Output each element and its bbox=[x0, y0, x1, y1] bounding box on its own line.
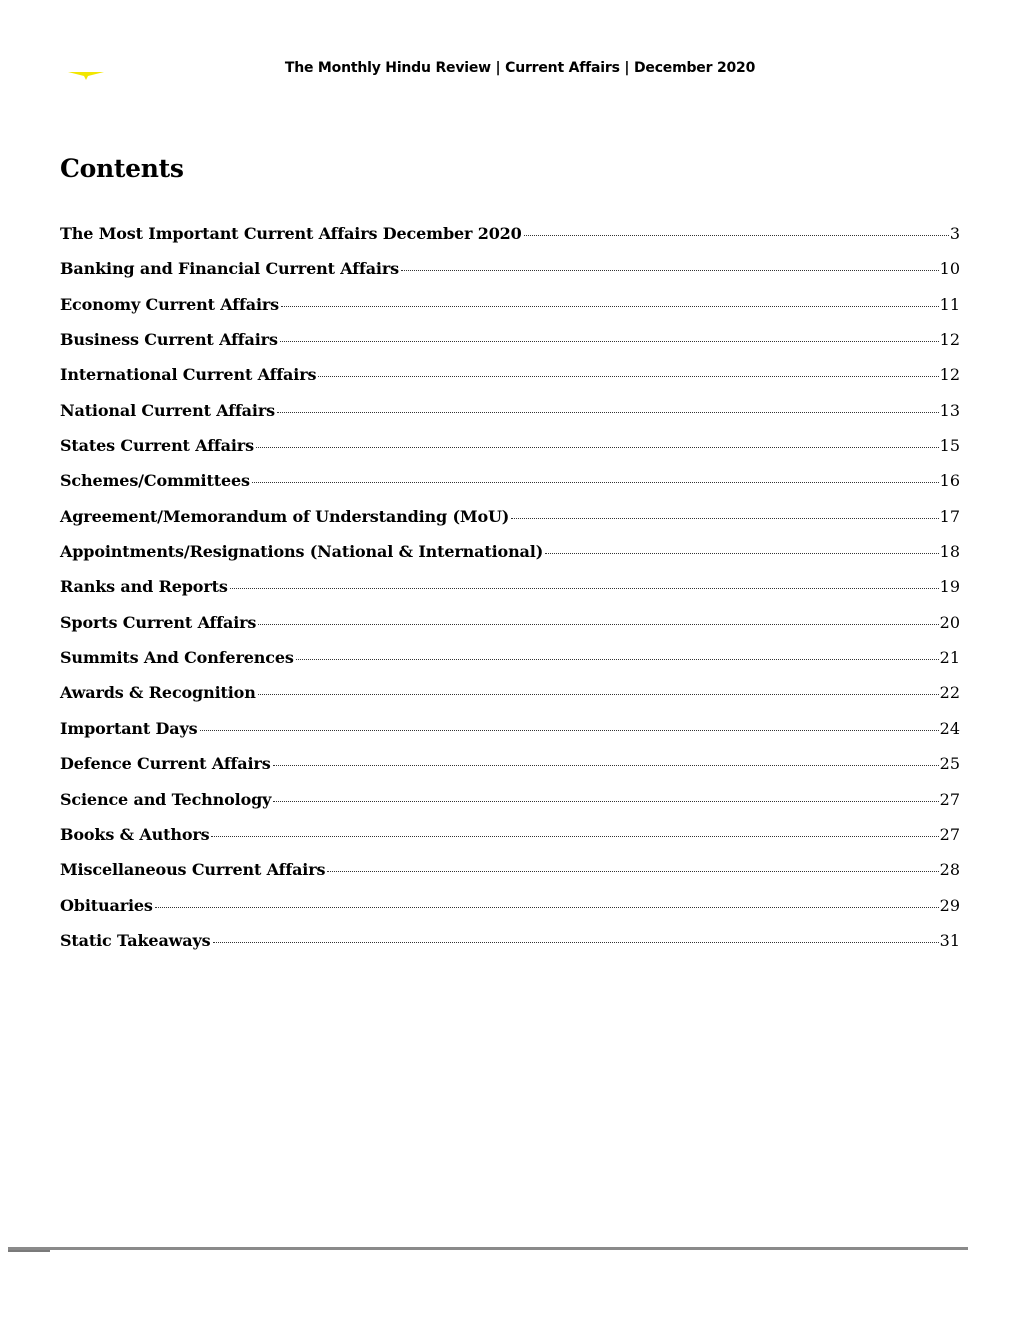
running-header: The Monthly Hindu Review | Current Affairs | December 2020 bbox=[284, 60, 756, 76]
toc-entry-page: 17 bbox=[939, 506, 960, 526]
toc-entry[interactable] bbox=[60, 365, 960, 400]
dot-leader bbox=[524, 235, 949, 236]
table-of-contents bbox=[60, 224, 960, 966]
toc-entry-page: 25 bbox=[939, 754, 960, 774]
toc-entry[interactable] bbox=[60, 401, 960, 436]
toc-entry-label: Summits And Conferences bbox=[60, 648, 294, 668]
toc-entry-page: 10 bbox=[939, 259, 960, 279]
toc-entry-label: Obituaries bbox=[60, 895, 153, 915]
toc-entry-label: Economy Current Affairs bbox=[60, 294, 280, 314]
toc-entry-page: 19 bbox=[939, 577, 960, 597]
toc-entry[interactable] bbox=[60, 825, 960, 860]
toc-entry-label: States Current Affairs bbox=[60, 436, 254, 456]
toc-entry-page: 16 bbox=[939, 471, 960, 491]
toc-entry-label: Business Current Affairs bbox=[60, 330, 278, 350]
toc-entry[interactable] bbox=[60, 790, 960, 825]
toc-entry[interactable] bbox=[60, 436, 960, 471]
toc-entry[interactable] bbox=[60, 542, 960, 577]
toc-entry-label: Schemes/Committees bbox=[60, 471, 250, 491]
toc-entry-page: 18 bbox=[939, 542, 960, 562]
dot-leader bbox=[327, 871, 938, 872]
dot-leader bbox=[273, 801, 938, 802]
dot-leader bbox=[252, 482, 939, 483]
toc-entry-page: 20 bbox=[939, 612, 960, 632]
toc-entry-page: 27 bbox=[939, 824, 960, 844]
dot-leader bbox=[200, 730, 939, 731]
toc-entry[interactable] bbox=[60, 507, 960, 542]
toc-entry[interactable] bbox=[60, 860, 960, 895]
footer-divider bbox=[8, 1247, 968, 1250]
dot-leader bbox=[258, 624, 938, 625]
toc-entry-label: The Most Important Current Affairs December 2020 bbox=[60, 224, 522, 243]
toc-entry-page: 31 bbox=[939, 930, 960, 950]
dot-leader bbox=[230, 588, 939, 589]
toc-entry-page: 12 bbox=[939, 330, 960, 350]
toc-entry[interactable] bbox=[60, 754, 960, 789]
toc-entry-label: Important Days bbox=[60, 718, 198, 738]
toc-entry-label: Science and Technology bbox=[60, 789, 272, 809]
toc-entry-label: Awards & Recognition bbox=[60, 683, 256, 703]
toc-entry[interactable] bbox=[60, 259, 960, 294]
dot-leader bbox=[511, 518, 938, 519]
toc-entry-label: Appointments/Resignations (National & International) bbox=[60, 542, 544, 562]
toc-entry[interactable] bbox=[60, 613, 960, 648]
dot-leader bbox=[256, 447, 939, 448]
toc-entry[interactable] bbox=[60, 896, 960, 931]
toc-entry-label: Defence Current Affairs bbox=[60, 754, 271, 774]
footer-accent-line bbox=[8, 1250, 50, 1252]
toc-entry[interactable] bbox=[60, 577, 960, 612]
dot-leader bbox=[545, 553, 939, 554]
toc-entry[interactable] bbox=[60, 330, 960, 365]
toc-entry-page: 22 bbox=[939, 683, 960, 703]
dot-leader bbox=[401, 270, 939, 271]
dot-leader bbox=[277, 412, 939, 413]
dot-leader bbox=[280, 341, 939, 342]
toc-entry[interactable] bbox=[60, 295, 960, 330]
page-title: Contents bbox=[60, 154, 184, 183]
toc-entry[interactable] bbox=[60, 224, 960, 259]
toc-entry-page: 29 bbox=[939, 895, 960, 915]
toc-entry-page: 27 bbox=[939, 789, 960, 809]
toc-entry-page: 3 bbox=[949, 224, 960, 243]
toc-entry[interactable] bbox=[60, 471, 960, 506]
dot-leader bbox=[155, 907, 939, 908]
toc-entry-label: National Current Affairs bbox=[60, 400, 275, 420]
toc-entry-label: Agreement/Memorandum of Understanding (MoU) bbox=[60, 506, 510, 526]
dot-leader bbox=[318, 376, 938, 377]
toc-entry-page: 21 bbox=[939, 648, 960, 668]
toc-entry[interactable] bbox=[60, 648, 960, 683]
toc-entry[interactable] bbox=[60, 719, 960, 754]
dot-leader bbox=[296, 659, 939, 660]
toc-entry-label: Ranks and Reports bbox=[60, 577, 228, 597]
dot-leader bbox=[281, 306, 939, 307]
toc-entry-page: 28 bbox=[939, 860, 960, 880]
toc-entry-label: International Current Affairs bbox=[60, 365, 317, 385]
toc-entry-label: Static Takeaways bbox=[60, 930, 211, 950]
dot-leader bbox=[211, 836, 938, 837]
toc-entry[interactable] bbox=[60, 683, 960, 718]
toc-entry-page: 13 bbox=[939, 400, 960, 420]
toc-entry-page: 15 bbox=[939, 436, 960, 456]
toc-entry-label: Banking and Financial Current Affairs bbox=[60, 259, 399, 279]
toc-entry-label: Sports Current Affairs bbox=[60, 612, 257, 632]
dot-leader bbox=[273, 765, 939, 766]
toc-entry-page: 24 bbox=[939, 718, 960, 738]
toc-entry[interactable] bbox=[60, 931, 960, 966]
toc-entry-label: Books & Authors bbox=[60, 824, 210, 844]
toc-entry-label: Miscellaneous Current Affairs bbox=[60, 860, 326, 880]
dot-leader bbox=[213, 942, 939, 943]
toc-entry-page: 11 bbox=[939, 294, 960, 314]
dot-leader bbox=[258, 694, 939, 695]
toc-entry-page: 12 bbox=[939, 365, 960, 385]
